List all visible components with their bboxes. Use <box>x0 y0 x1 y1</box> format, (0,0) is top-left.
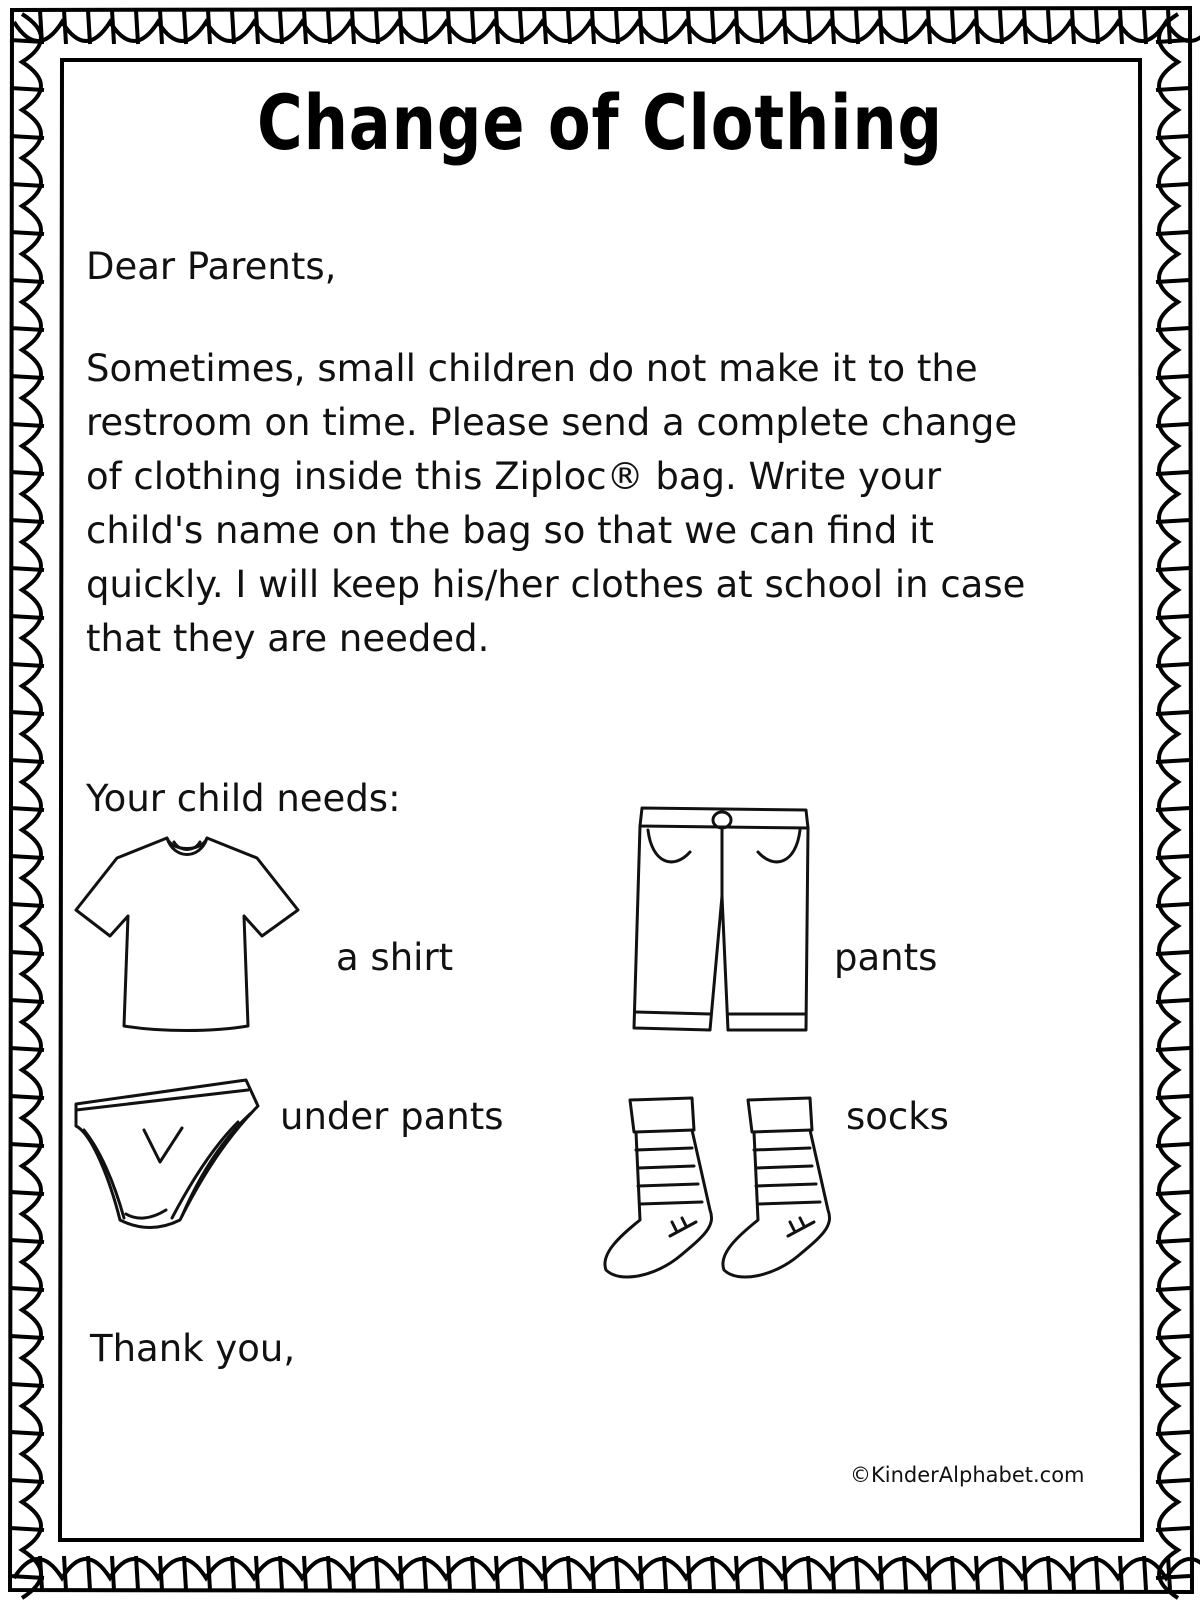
item-label-shirt: a shirt <box>336 936 454 979</box>
copyright-notice: ©KinderAlphabet.com <box>850 1463 1085 1487</box>
item-label-under-pants: under pants <box>280 1095 504 1138</box>
page-title: Change of Clothing <box>257 78 943 167</box>
closing: Thank you, <box>90 1327 296 1370</box>
pants-illustration <box>630 800 810 1036</box>
socks-illustration <box>600 1086 850 1282</box>
needs-heading: Your child needs: <box>86 777 401 820</box>
salutation: Dear Parents, <box>86 245 337 288</box>
letter-body <box>86 342 1126 666</box>
letter-body-line: that they are needed. <box>86 617 490 660</box>
item-label-pants: pants <box>834 936 938 979</box>
item-label-socks: socks <box>846 1095 949 1138</box>
letter-body-line: of clothing inside this Ziploc® bag. Write your <box>86 455 942 498</box>
letter-body-line: restroom on time. Please send a complete change <box>86 401 1018 444</box>
underpants-illustration <box>70 1070 270 1244</box>
letter-body-line: child's name on the bag so that we can find it <box>86 509 934 552</box>
letter-body-line: Sometimes, small children do not make it to the <box>86 347 978 390</box>
t-shirt-illustration <box>72 822 302 1034</box>
letter-body-line: quickly. I will keep his/her clothes at school in case <box>86 563 1026 606</box>
